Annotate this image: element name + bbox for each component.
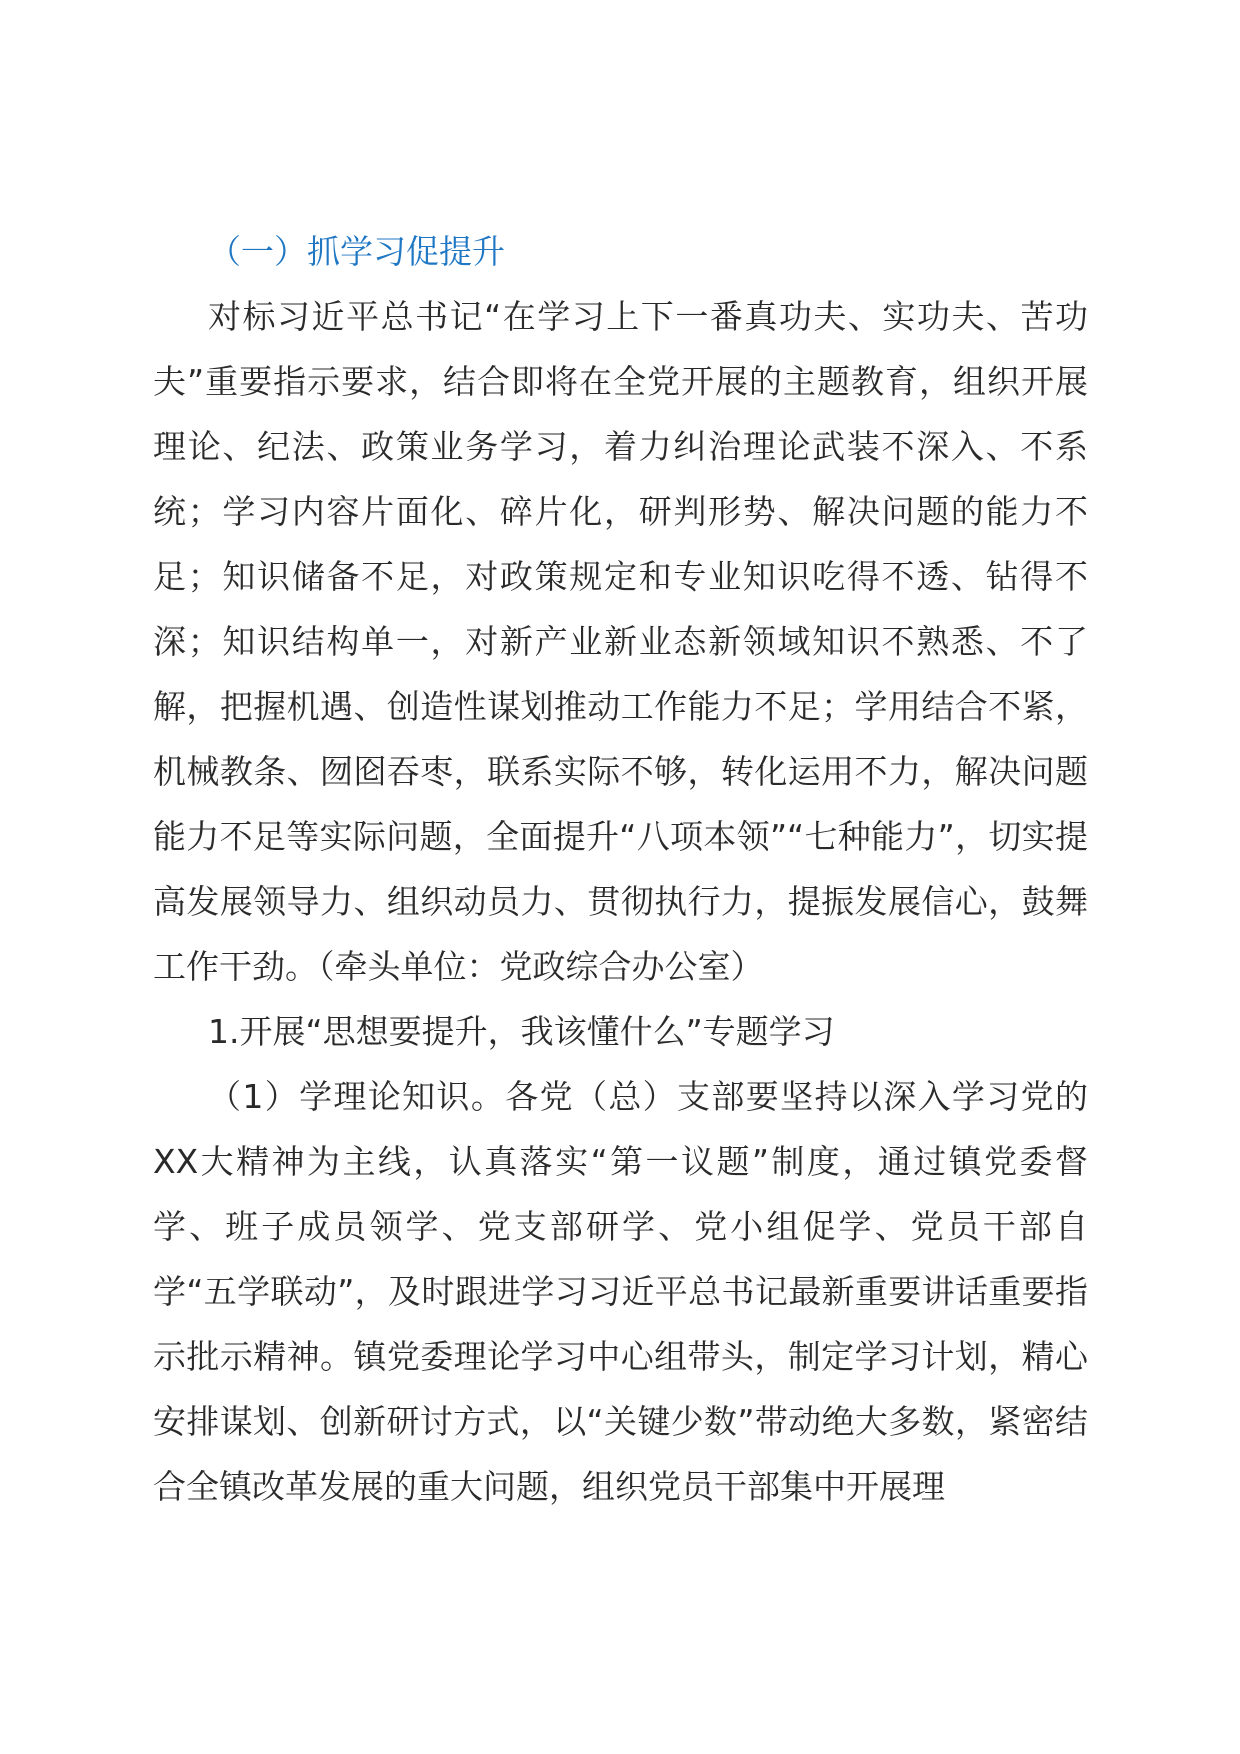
item-1-1-paragraph: （1）学理论知识。各党（总）支部要坚持以深入学习党的XX大精神为主线，认真落实“第一议题”制度，通过镇党委督学、班子成员领学、党支部研学、党小组促学、党员干部自学“五学联动”，及时跟进学习习近平总书记最新重要讲话重要指示批示精神。镇党委理论学习中心组带头，制定学习计划，精心安排谋划、创新研讨方式，以“关键少数”带动绝大多数，紧密结合全镇改革发展的重大问题，组织党员干部集中开展理 [153,1077,1088,1506]
intro-paragraph: 对标习近平总书记“在学习上下一番真功夫、实功夫、苦功夫”重要指示要求，结合即将在全党开展的主题教育，组织开展理论、纪法、政策业务学习，着力纠治理论武装不深入、不系统；学习内容片面化、碎片化，研判形势、解决问题的能力不足；知识储备不足，对政策规定和专业知识吃得不透、钻得不深；知识结构单一，对新产业新业态新领域知识不熟悉、不了解，把握机遇、创造性谋划推动工作能力不足；学用结合不紧，机械教条、囫囵吞枣，联系实际不够，转化运用不力，解决问题能力不足等实际问题，全面提升“八项本领”“七种能力”，切实提高发展领导力、组织动员力、贯彻执行力，提振发展信心，鼓舞工作干劲。（牵头单位：党政综合办公室） [153,297,1088,986]
document-body [153,219,1088,1519]
item-1-title: 1.开展“思想要提升，我该懂什么”专题学习 [208,1012,835,1051]
section-heading: （一）抓学习促提升 [208,232,505,271]
